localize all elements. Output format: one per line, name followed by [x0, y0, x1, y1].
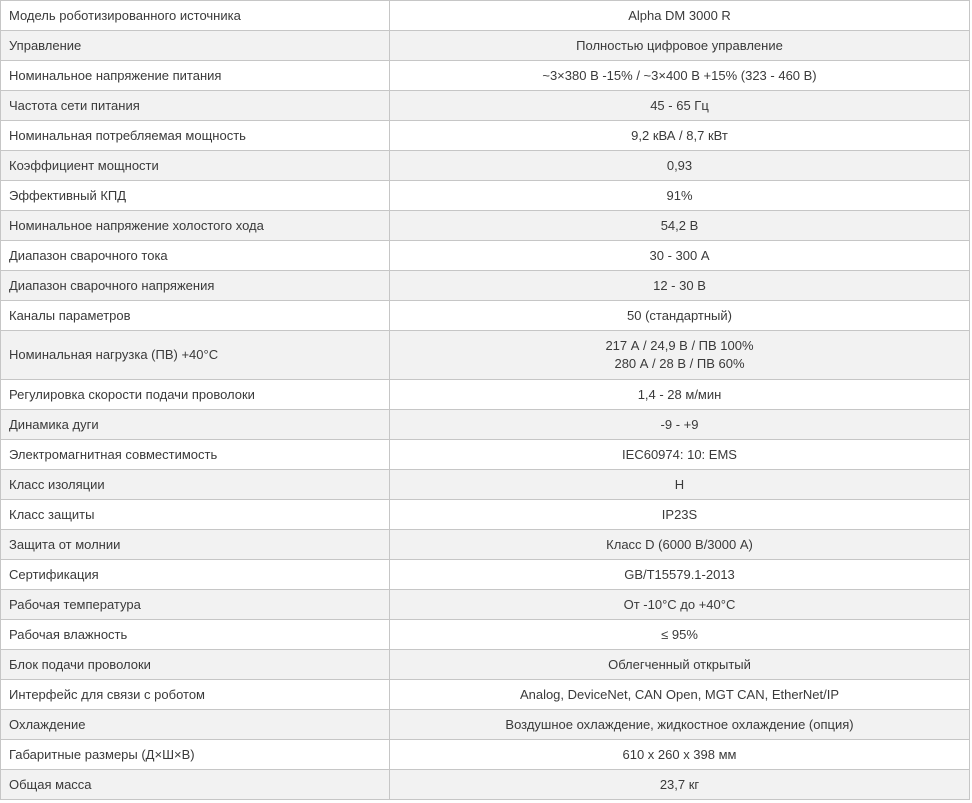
- param-label: Каналы параметров: [1, 301, 390, 331]
- table-row: [1, 590, 970, 620]
- param-value: Класс D (6000 В/3000 А): [390, 530, 970, 560]
- param-label: Коэффициент мощности: [1, 151, 390, 181]
- param-value: Полностью цифровое управление: [390, 31, 970, 61]
- param-label: Класс защиты: [1, 500, 390, 530]
- table-row: [1, 770, 970, 800]
- param-label: Модель роботизированного источника: [1, 1, 390, 31]
- param-label: Номинальное напряжение питания: [1, 61, 390, 91]
- param-value: IP23S: [390, 500, 970, 530]
- param-label: Номинальное напряжение холостого хода: [1, 211, 390, 241]
- param-value: 30 - 300 А: [390, 241, 970, 271]
- param-label: Сертификация: [1, 560, 390, 590]
- param-value: H: [390, 470, 970, 500]
- param-value: Alpha DM 3000 R: [390, 1, 970, 31]
- table-row: [1, 271, 970, 301]
- param-value: [390, 331, 970, 380]
- param-label: Динамика дуги: [1, 410, 390, 440]
- table-row: [1, 470, 970, 500]
- param-label: Блок подачи проволоки: [1, 650, 390, 680]
- table-row: [1, 650, 970, 680]
- param-value: 23,7 кг: [390, 770, 970, 800]
- param-label: Габаритные размеры (Д×Ш×В): [1, 740, 390, 770]
- param-label: Электромагнитная совместимость: [1, 440, 390, 470]
- table-row: [1, 440, 970, 470]
- param-label: Регулировка скорости подачи проволоки: [1, 380, 390, 410]
- param-value: 45 - 65 Гц: [390, 91, 970, 121]
- param-label: Номинальная потребляемая мощность: [1, 121, 390, 151]
- param-label: Рабочая влажность: [1, 620, 390, 650]
- table-row: [1, 620, 970, 650]
- param-label: Частота сети питания: [1, 91, 390, 121]
- param-label: Рабочая температура: [1, 590, 390, 620]
- param-value: 91%: [390, 181, 970, 211]
- param-value: 610 x 260 x 398 мм: [390, 740, 970, 770]
- param-label: Интерфейс для связи с роботом: [1, 680, 390, 710]
- param-value: Облегченный открытый: [390, 650, 970, 680]
- table-row: [1, 151, 970, 181]
- table-row: [1, 31, 970, 61]
- param-value: 0,93: [390, 151, 970, 181]
- table-row: [1, 301, 970, 331]
- table-row: [1, 181, 970, 211]
- param-label: Управление: [1, 31, 390, 61]
- table-row: [1, 560, 970, 590]
- table-row: [1, 91, 970, 121]
- table-row: [1, 211, 970, 241]
- param-value: -9 - +9: [390, 410, 970, 440]
- param-value: Analog, DeviceNet, CAN Open, MGT CAN, EtherNet/IP: [390, 680, 970, 710]
- param-value: ~3×380 В -15% / ~3×400 В +15% (323 - 460 В): [390, 61, 970, 91]
- param-label: Охлаждение: [1, 710, 390, 740]
- table-row: [1, 241, 970, 271]
- table-row: [1, 121, 970, 151]
- param-label: Диапазон сварочного тока: [1, 241, 390, 271]
- table-row: [1, 710, 970, 740]
- param-label: Диапазон сварочного напряжения: [1, 271, 390, 301]
- param-value: IEC60974: 10: EMS: [390, 440, 970, 470]
- table-row: [1, 410, 970, 440]
- param-label: Защита от молнии: [1, 530, 390, 560]
- param-value: ≤ 95%: [390, 620, 970, 650]
- param-label: Номинальная нагрузка (ПВ) +40°C: [1, 331, 390, 380]
- table-row: [1, 380, 970, 410]
- param-value: 1,4 - 28 м/мин: [390, 380, 970, 410]
- param-value: GB/T15579.1-2013: [390, 560, 970, 590]
- param-label: Эффективный КПД: [1, 181, 390, 211]
- table-row: [1, 61, 970, 91]
- param-value: 54,2 В: [390, 211, 970, 241]
- param-label: Класс изоляции: [1, 470, 390, 500]
- param-value: 9,2 кВА / 8,7 кВт: [390, 121, 970, 151]
- table-row: [1, 331, 970, 380]
- table-row: [1, 1, 970, 31]
- param-value-line: 280 А / 28 В / ПВ 60%: [614, 356, 745, 371]
- param-label: Общая масса: [1, 770, 390, 800]
- table-row: [1, 740, 970, 770]
- param-value: От -10°C до +40°C: [390, 590, 970, 620]
- table-row: [1, 500, 970, 530]
- param-value: Воздушное охлаждение, жидкостное охлаждение (опция): [390, 710, 970, 740]
- table-row: [1, 530, 970, 560]
- param-value: 50 (стандартный): [390, 301, 970, 331]
- param-value: 12 - 30 В: [390, 271, 970, 301]
- table-row: [1, 680, 970, 710]
- param-value-line: 217 А / 24,9 В / ПВ 100%: [605, 338, 754, 353]
